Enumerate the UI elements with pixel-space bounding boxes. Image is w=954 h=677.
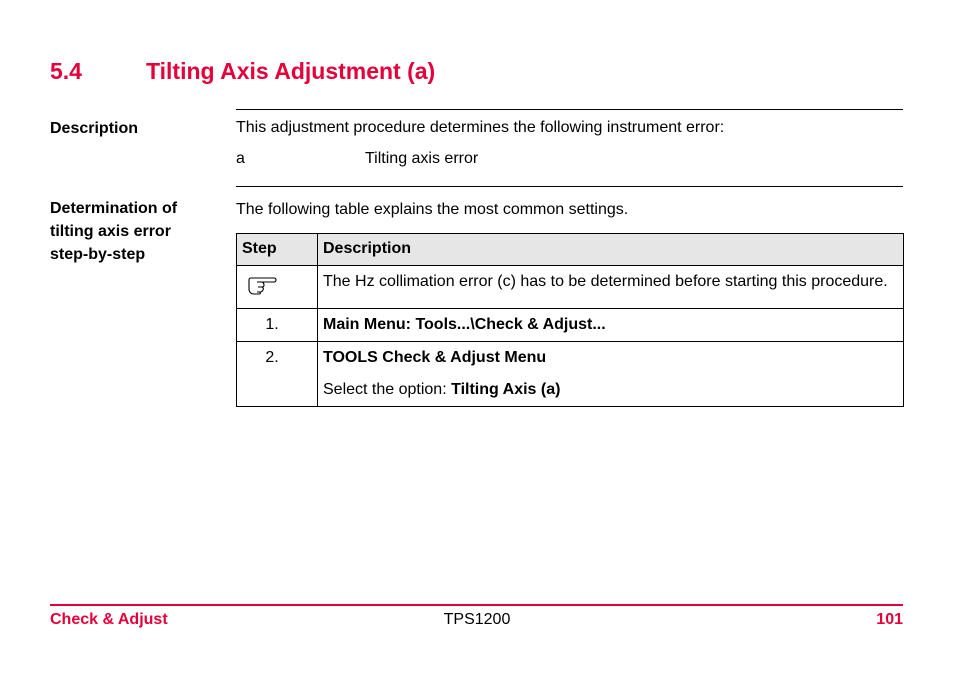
table-row: [237, 342, 904, 407]
step-description-cell: [318, 342, 904, 407]
step-column-header: Step: [237, 234, 318, 266]
footer-product: TPS1200: [443, 611, 511, 628]
determination-intro: The following table explains the most common settings.: [236, 201, 629, 218]
error-code: a: [236, 150, 245, 167]
footer-divider: [50, 604, 903, 606]
table-row: [237, 309, 904, 342]
description-label: Description: [50, 120, 139, 137]
note-text: The Hz collimation error (c) has to be determined before starting this procedure.: [318, 266, 904, 309]
section-title: Tilting Axis Adjustment (a): [146, 58, 436, 84]
step-number: 1.: [237, 309, 318, 342]
note-icon-cell: [237, 266, 318, 309]
footer-page-number: 101: [876, 611, 903, 628]
steps-table: [236, 233, 904, 407]
step-number: 2.: [237, 342, 318, 407]
step-detail-prefix: Select the option:: [323, 381, 452, 398]
determination-label: Determination of tilting axis error step-by-step: [50, 200, 178, 263]
divider: [236, 186, 903, 187]
description-column-header: Description: [318, 234, 904, 266]
step-detail-value: Tilting Axis (a): [451, 381, 561, 398]
description-intro: This adjustment procedure determines the following instrument error:: [236, 119, 725, 136]
step-detail: [323, 378, 898, 401]
error-list-item: [236, 148, 478, 169]
section-number: 5.4: [50, 58, 82, 84]
footer-chapter: Check & Adjust: [50, 611, 168, 628]
step-title: TOOLS Check & Adjust Menu: [323, 349, 547, 366]
table-header-row: [237, 234, 904, 266]
table-row: [237, 266, 904, 309]
step-title: Main Menu: Tools...\Check & Adjust...: [318, 309, 904, 342]
error-name: Tilting axis error: [365, 150, 479, 167]
pointing-hand-icon: [246, 272, 278, 296]
section-heading: [50, 58, 435, 85]
divider: [236, 109, 903, 110]
